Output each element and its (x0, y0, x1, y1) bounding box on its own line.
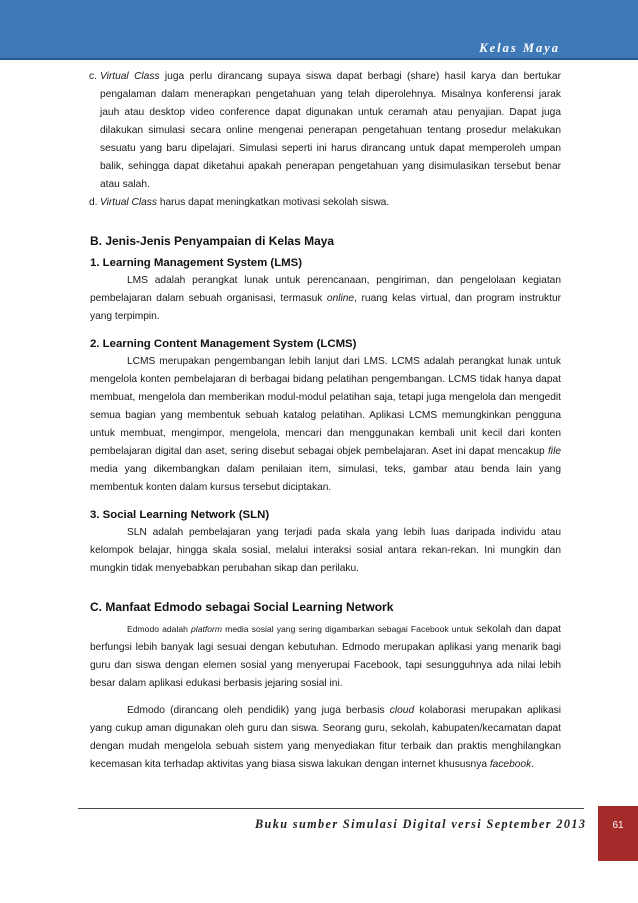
list-item-text: Virtual Class harus dapat meningkatkan motivasi sekolah siswa. (100, 197, 390, 208)
page-content (90, 68, 561, 774)
header-title: Kelas Maya (479, 41, 560, 55)
section-b-title: B. Jenis-Jenis Penyampaian di Kelas Maya (90, 234, 335, 248)
section-c-title: C. Manfaat Edmodo sebagai Social Learning Network (90, 600, 394, 614)
list-marker: c. (89, 71, 97, 82)
sln-heading: 3. Social Learning Network (SLN) (90, 509, 270, 521)
lcms-block (90, 335, 561, 497)
edmodo-paragraph-2: Edmodo (dirancang oleh pendidik) yang juga berbasis cloud kolaborasi merupakan aplikasi yang cukup aman digunakan oleh guru dan siswa. Seorang guru, sekolah, kabupaten/kecamatan dapat dengan mudah mengelola sebuah sistem yang menyediakan fitur terbaik dan praktis menghilangkan kecemasan kita terhadap aktivitas yang biasa siswa lakukan dengan internet khususnya facebook. (90, 705, 562, 770)
lcms-paragraph: LCMS merupakan pengembangan lebih lanjut dari LMS. LCMS adalah perangkat lunak untuk mengelola konten pembelajaran di berbagai bidang pelatihan pengembangan. LCMS tidak hanya dapat membuat, mengelola dan memberikan modul-modul pelatihan saja, tetapi juga mengelola dan mengedit semua bagian yang membentuk sebuah katalog pelatihan. Aplikasi LCMS memungkinkan pengguna untuk membuat, mengimpor, mengelola, mencari dan menggunakan kembali unit kecil dari konten pembelajaran digital dan aset, sering disebut sebagai objek pembelajaran. Aset ini dapat mencakup file media yang dikembangkan dalam penilaian item, simulasi, teks, gambar atau benda lain yang membentuk konten dalam kursus tersebut diciptakan. (90, 356, 561, 493)
lms-paragraph: LMS adalah perangkat lunak untuk perencanaan, pengiriman, dan pengelolaan kegiatan pembelajaran dalam sebuah organisasi, termasuk online, ruang kelas virtual, dan program instruktur yang terpimpin. (90, 275, 562, 322)
header-divider (0, 58, 638, 60)
lms-heading: 1. Learning Management System (LMS) (90, 257, 303, 269)
sln-block (90, 506, 561, 578)
header-band (0, 0, 638, 58)
edmodo-block (90, 620, 561, 774)
italic-term: Virtual Class (100, 197, 157, 208)
lms-block (90, 254, 561, 326)
page-number-box (598, 806, 638, 861)
footer-divider (78, 808, 584, 809)
edmodo-paragraph-1: Edmodo adalah platform media sosial yang sering digambarkan sebagai Facebook untuk sekolah dan dapat berfungsi lebih banyak lagi sesuai dengan kebutuhan. Edmodo merupakan aplikasi yang menarik bagi guru dan siswa dengan elemen sosial yang menyerupai Facebook, tapi sesungguhnya ada nilai lebih besar dalam aplikasi edukasi berbasis jejaring sosial ini. (90, 624, 561, 689)
page-number: 61 (612, 820, 624, 831)
italic-term: Virtual Class (100, 71, 160, 82)
lcms-heading: 2. Learning Content Management System (LCMS) (90, 338, 357, 350)
list-item-text: Virtual Class juga perlu dirancang supaya siswa dapat berbagi (share) hasil karya dan bertukar pengalaman dalam menerapkan pengetahuan yang telah diperolehnya. Misalnya konferensi jarak jauh atau desktop video conference dapat digunakan untuk ceramah atau penyajian. Dapat juga dilakukan simulasi secara online mengenai penerapan pengetahuan tentang prosedur melakukan sesuatu yang baru dipelajari. Simulasi seperti ini harus dirancang untuk dapat memperoleh umpan balik, sehingga dapat diketahui apakah penerapan pengetahuan yang disimulasikan tersebut benar atau salah. (100, 71, 561, 190)
footer-title: Buku sumber Simulasi Digital versi September 2013 (255, 817, 587, 831)
list-item-c (90, 68, 561, 194)
sln-paragraph: SLN adalah pembelajaran yang terjadi pada skala yang lebih luas daripada individu atau kelompok belajar, hingga skala sosial, melalui interaksi sosial antara rekan-rekan. Ini mungkin dan mungkin tidak menyebabkan perubahan sikap dan perilaku. (90, 527, 561, 574)
list-marker: d. (89, 197, 98, 208)
list-item-d (90, 194, 561, 212)
